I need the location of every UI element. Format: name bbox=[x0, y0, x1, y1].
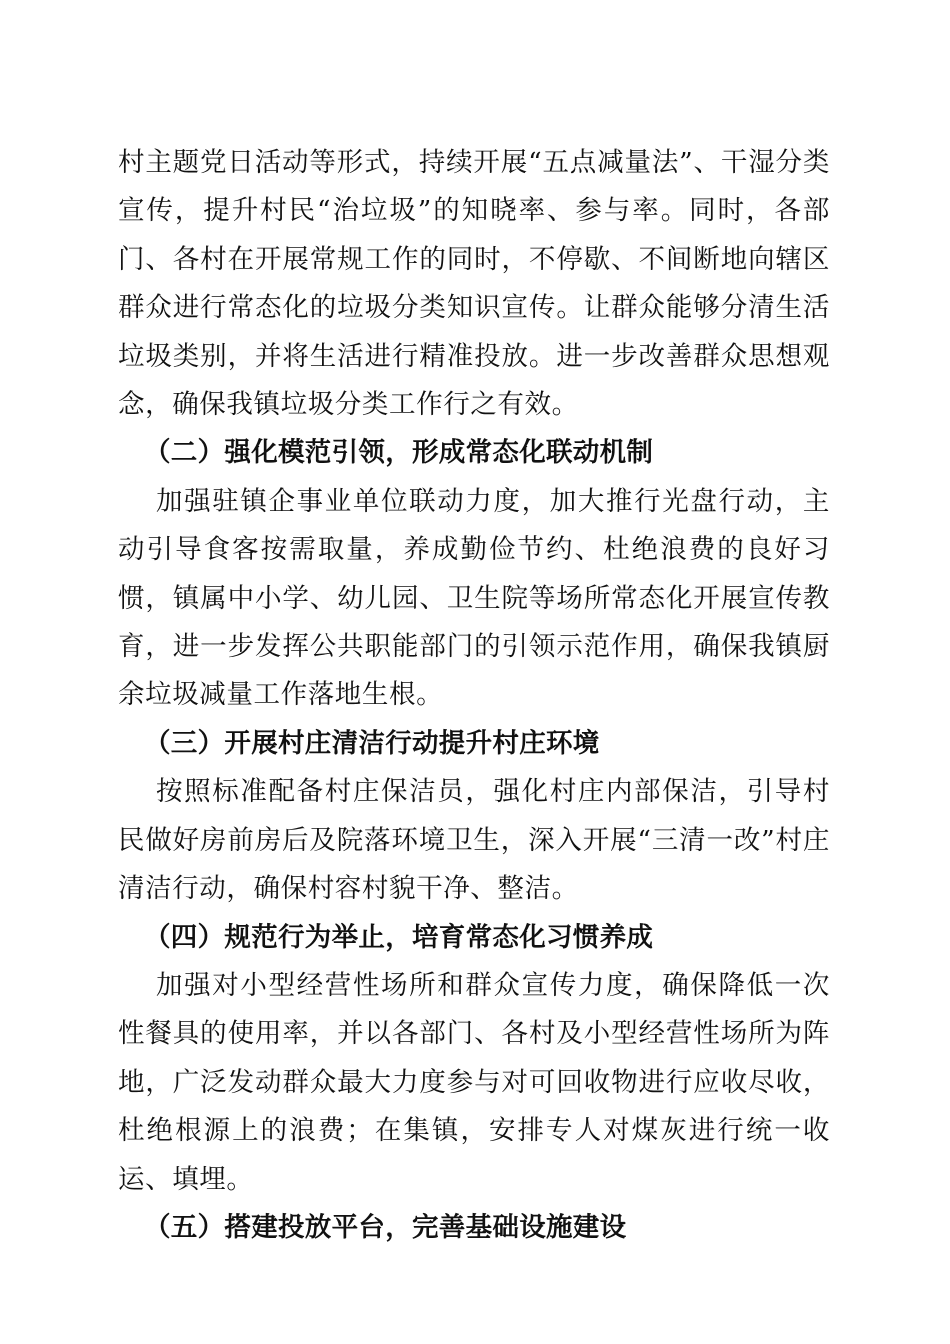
section-heading-5: （五）搭建投放平台，完善基础设施建设 bbox=[144, 1211, 627, 1243]
paragraph-village-cleaning: 按照标准配备村庄保洁员，强化村庄内部保洁，引导村民做好房前房后及院落环境卫生，深入开展“三清一改”村庄清洁行动，确保村容村貌干净、整洁。 bbox=[118, 776, 830, 905]
section-heading-4: （四）规范行为举止，培育常态化习惯养成 bbox=[144, 921, 654, 953]
section-heading-3: （三）开展村庄清洁行动提升村庄环境 bbox=[144, 727, 600, 759]
document-body bbox=[118, 139, 830, 1252]
paragraph-behavior-habits: 加强对小型经营性场所和群众宣传力度，确保降低一次性餐具的使用率，并以各部门、各村及小型经营性场所为阵地，广泛发动群众最大力度参与对可回收物进行应收尽收，杜绝根源上的浪费；在集镇，安排专人对煤灰进行统一收运、填埋。 bbox=[118, 969, 830, 1195]
paragraph-model-leadership: 加强驻镇企事业单位联动力度，加大推行光盘行动，主动引导食客按需取量，养成勤俭节约、杜绝浪费的良好习惯，镇属中小学、幼儿园、卫生院等场所常态化开展宣传教育，进一步发挥公共职能部门的引领示范作用，确保我镇厨余垃圾减量工作落地生根。 bbox=[118, 485, 830, 711]
section-heading-2: （二）强化模范引领，形成常态化联动机制 bbox=[144, 437, 654, 469]
paragraph-continuation: 村主题党日活动等形式，持续开展“五点减量法”、干湿分类宣传，提升村民“治垃圾”的知晓率、参与率。同时，各部门、各村在开展常规工作的同时，不停歇、不间断地向辖区群众进行常态化的垃圾分类知识宣传。让群众能够分清生活垃圾类别，并将生活进行精准投放。进一步改善群众思想观念，确保我镇垃圾分类工作行之有效。 bbox=[118, 147, 830, 421]
